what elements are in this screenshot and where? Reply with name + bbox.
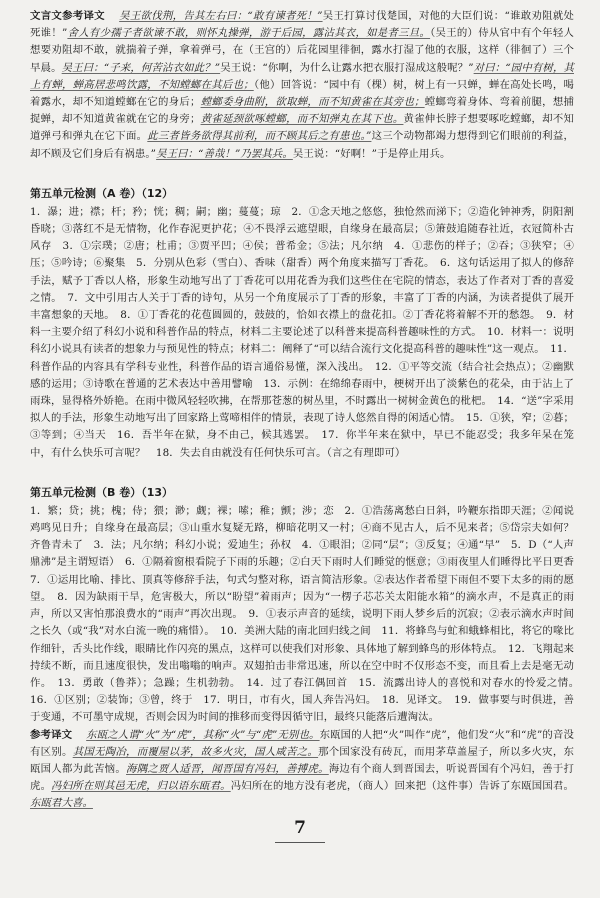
modern-translation: 吴王说：“好啊！”于是停止用兵。 [292, 147, 451, 160]
modern-translation: （吴王的）侍从官中有个年轻人想要劝阻却不敢，就揣着子弹，拿着弹弓，在（王宫的）后花园里徘徊，露水打湿了他的衣服，这样（徘徊了）三个早晨。 [30, 27, 574, 74]
modern-translation: 海边有个商人到晋国去，听说晋国有个冯妇，善于打虎。 [30, 762, 574, 793]
classical-sentence: 吴王曰：“子来，何苦沾衣如此？” [61, 61, 221, 74]
modern-translation: （他）回答说：“园中有（棵）树，树上有一只蝉，蝉在高处长鸣，喝着露水，却不知道螳螂在它的身后； [30, 78, 574, 109]
classical-sentence: 其国无陶冶，而覆屋以茅，故多火灾，国人咸苦之。 [72, 745, 319, 758]
unit-b-answers: 1．繁；贷；挑；槐；侍；猥；渺；觑；裸；嗦；稚；颤；涉；恋 2．①浩荡离愁白日斜，吟鞭东指即天涯；②闻说鸡鸣见日升；自缘身在最高层；③山重水复疑无路，柳暗花明又一村；④商不见古人，后不见来者；⑤岱宗夫如何？齐鲁青未了 3．法；凡尔纳；科幻小说；爱迪生；孙权 4．①眼泪；②同“层”；③反复；④通“早” 5．D（“人声鼎沸”是主谓短语） 6．①隔着窗根看院子下雨的乐趣；②白天下雨时人们睡觉的惬意；③雨夜里人们睡得比平日更香 7．①运用比喻、排比、顶真等修辞手法，句式匀整对称，语言简洁形象。②表达作者希望下雨但不要下太多的雨的愿望。 8．因为缺雨干旱，危害极大，所以“盼望”着雨声；因为“一楞子芯芯关太阳能水箱”的滴水声，不是真正的雨声，所以又害怕那浪费水的“雨声”再次出现。 9．①表示声音的延续，说明下雨人梦乡后的沉寂；②表示滴水声时间之长久（或“我”对水白流一晚的痛惜）。 10．美洲大陆的南北回归线之间 11．将蜂鸟与虻和蛾蜂相比，将它的喙比作细针，舌头比作线，眼睛比作闪亮的黑点，这样可以使我们对形象、具体地了解到蜂鸟的形体特点。 12．飞翔起来持续不断，而且速度很快，发出嗡嗡的响声。双翅拍击非常迅速，所以在空中时不仅形态不变，而且看上去是毫无动作。 13．勇敢（鲁莽）；急躁；生机勃勃。 14．过了春江偶回首 15．流露出诗人的喜悦和对春水的怜爱之情。 16．①区别；②装饰；③曾，终于 17．明日，市有火，国人奔告冯妇。 18．见译文。 19．做事要与时俱进，善于变通，不可墨守成规，否则会因为时间的推移而变得因循守旧，最终只能落后遭淘汰。 [30, 504, 585, 724]
modern-translation: 这三个动物都竭力想得到它们眼前的利益，却不顾及它们身后有祸患。” [30, 130, 575, 160]
classical-sentence: 吴王曰：“善哉！”乃罢其兵。 [156, 147, 293, 160]
classical-sentence: 黄雀延颈欲啄螳螂，而不知弹丸在其下也。 [200, 113, 404, 126]
modern-translation: 螳螂弯着身体、弯着前腿，想捕捉蝉，却不知道黄雀就在它的身旁； [30, 96, 574, 126]
unit-b-section [30, 484, 585, 727]
translation-top-section [30, 8, 574, 163]
unit-a-answers: 1．瀑；进；襟；杆；矜；恍；稠；嗣；幽；蔓蔓；琼 2．①念天地之悠悠，独怆然而涕下；②造化钟神秀，阴阳割昏晓；③落红不是无情物，化作春泥更护花；④不畏浮云遮望眼，自缘身在最高层；⑤箫鼓追随春社近，衣冠简朴古风存 3．①宗璞；②唐；杜甫；③贾平凹；④侯；普希金；⑤法；凡尔纳 4．①悲伤的样子；②吞；③狭窄；④压；⑤吟诗；⑥聚集 5．分别从色彩（雪白）、香味（甜香）两个角度来描写丁香花。 6．这句话运用了拟人的修辞手法，赋予丁香以人格，形象生动地写出了丁香花可以用花香为我们这些住在宅院的情态，表达了作者对丁香的喜爱之情。 7．文中引用古人关于丁香的诗句，从另一个角度展示了丁香的形象，丰富了丁香的内涵，为读者提供了展开丰富想象的天地。 8．①丁香花的花苞圆圆的，鼓鼓的，恰如衣襟上的盘花扣。②丁香花将着解不开的愁怨。 9．材料一主要介绍了科幻小说和科普作品的特点，材料二主要论述了以科普来提高科普趣味性的方式。 10．材料一：说明科幻小说具有读者的想象力与预见性的特点；材料二：阐释了“可以结合流行文化提高科普的趣味性”这一观点。 11．科普作品的内容具有学科专业性，科普作品的语言通俗易懂，深入浅出。 12．①平等交流（结合社会热点）；②幽默感的运用；③诗歌在普通的艺术表达中善用譬喻 13．示例：在绵绵春雨中，梗树开出了淡紫色的花朵，由于沾上了雨珠，显得格外娇艳。在雨中微风轻轻吹拂，在帮那苍葱的树丛里，不时露出一树树金黄色的枇杷。 14．“送”字采用拟人的手法，形象生动地写出了回家路上莺啼相伴的情景，表现了诗人悠然自得的闲适心情。 15．①狭，窄；②暮；③等到；④当天 16．吾半年在狱，身不由己，候其逃罢。 17．你半年来在狱中，早已不能忍受；我多年呆在笼中，有什么快乐可言呢？ 18．失去自由就没有任何快乐可言。（言之有理即可） [30, 205, 574, 459]
translation-bottom-title: 参考译文 [30, 728, 73, 741]
translation-bottom-paragraph [30, 727, 574, 813]
classical-sentence: 对曰：“园中有树，其上有蝉，蝉高居悲鸣饮露，不知螳螂在其后也； [30, 61, 574, 91]
modern-translation: 东瓯国的人把“火”叫作“虎”，他们发“火”和“虎”的音没有区别。 [30, 728, 575, 758]
unit-a-heading: 第五单元检测（A 卷）（12） [30, 186, 174, 200]
modern-translation: 冯妇所在的地方没有老虎，（商人）回来把（这件事）告诉了东瓯国国君。 [230, 780, 574, 793]
translation-bottom-section [30, 727, 574, 813]
modern-translation: 吴王说：“你啊，为什么让露水把衣服打湿成这般呢？” [220, 61, 474, 74]
unit-b-heading: 第五单元检测（B 卷）（13） [30, 485, 174, 499]
modern-translation: 那个国家没有砖瓦，而用茅草盖屋子，所以多火灾，东瓯国人都为此苦恼。 [30, 745, 574, 775]
classical-sentence: 东瓯君大喜。 [30, 797, 93, 810]
classical-sentence: 此三者皆务欲得其前利，而不顾其后之有患也。” [147, 130, 372, 143]
page-number-rule [275, 842, 325, 843]
classical-sentence: 东瓯之人谓“火”为“虎”，其称“火”与“虎”无别也。 [86, 728, 320, 741]
classical-sentence: 螳螂委身曲附，欲取蝉，而不知黄雀在其旁也； [200, 96, 425, 109]
translation-top-title: 文言文参考译文 [30, 10, 105, 22]
classical-sentence: 吴王欲伐荆，告其左右曰：“敢有谏者死！” [119, 10, 323, 22]
modern-translation: 黄雀伸长脖子想要啄吃螳螂，却不知道弹弓和弹丸在它下面。 [30, 113, 574, 143]
classical-sentence: 海隅之贾人适晋，闻晋国有冯妇，善搏虎。 [126, 762, 329, 775]
page-number: 7 [294, 818, 306, 838]
modern-translation: 吴王打算讨伐楚国，对他的大臣们说：“谁敢劝阻就处死谁！” [30, 10, 575, 40]
translation-top-paragraph [30, 8, 574, 163]
classical-sentence: 舍人有少孺子者欲谏不敢，则怀丸操弹，游于后园，露沾其衣，如是者三旦。 [67, 27, 431, 40]
unit-a-section [30, 185, 574, 462]
classical-sentence: 冯妇所在则其邑无虎，归以语东瓯君。 [51, 780, 231, 793]
